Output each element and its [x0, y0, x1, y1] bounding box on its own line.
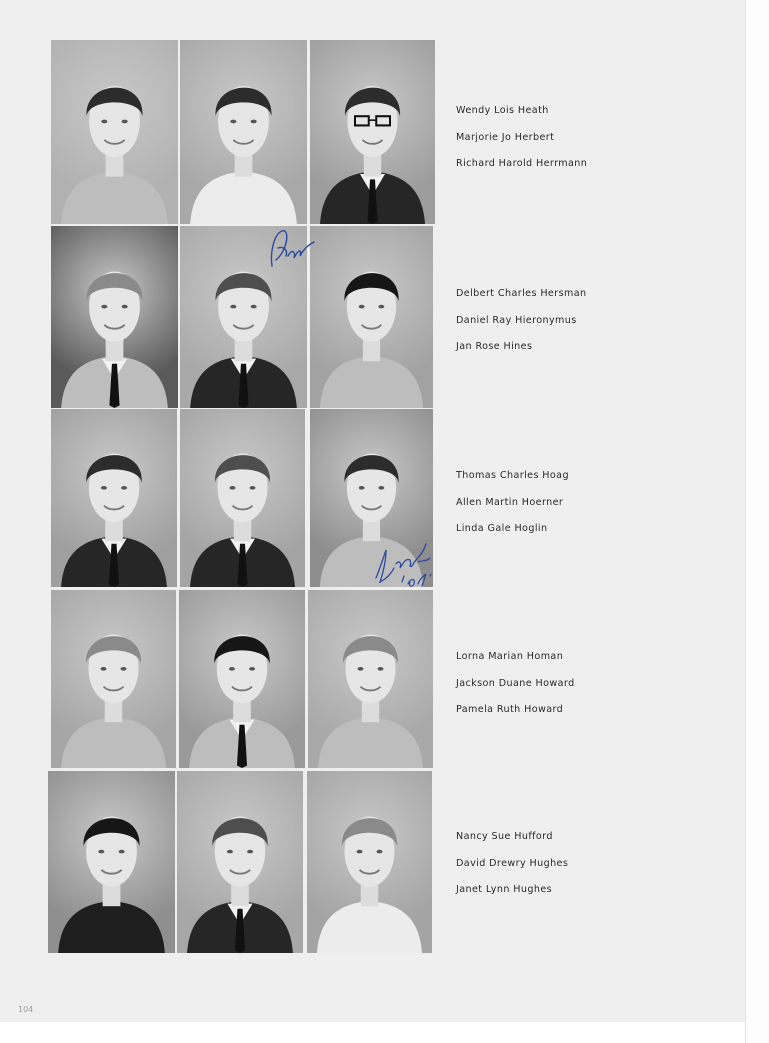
student-name: Richard Harold Herrmann [456, 158, 588, 169]
student-portrait [308, 590, 433, 768]
name-group [456, 105, 656, 185]
student-name: Daniel Ray Hieronymus [456, 314, 577, 326]
student-portrait [51, 409, 177, 587]
student-name: David Drewry Hughes [456, 857, 569, 869]
name-group [456, 470, 656, 550]
student-name: Thomas Charles Hoag [456, 470, 569, 481]
student-portrait [48, 771, 175, 953]
student-name: Jan Rose Hines [456, 341, 533, 352]
page-edge [745, 0, 769, 1043]
student-name: Wendy Lois Heath [456, 105, 549, 116]
student-name: Linda Gale Hoglin [456, 523, 548, 534]
name-group [456, 288, 656, 368]
student-name: Allen Martin Hoerner [456, 496, 564, 508]
name-group [456, 831, 656, 911]
student-name: Nancy Sue Hufford [456, 831, 553, 842]
student-name: Pamela Ruth Howard [456, 704, 564, 715]
student-name: Janet Lynn Hughes [456, 884, 553, 895]
student-portrait [307, 771, 432, 953]
student-portrait [180, 226, 307, 408]
student-portrait [177, 771, 303, 953]
student-portrait [51, 590, 176, 768]
student-portrait [180, 40, 307, 224]
student-portrait [310, 409, 433, 587]
student-portrait [51, 226, 178, 408]
student-portrait [51, 40, 178, 224]
name-group [456, 651, 656, 731]
page-number: 104 [18, 1005, 34, 1014]
student-name: Lorna Marian Homan [456, 651, 564, 662]
student-name: Marjorie Jo Herbert [456, 131, 555, 143]
student-portrait [180, 409, 305, 587]
student-name: Jackson Duane Howard [456, 677, 575, 689]
student-portrait [310, 226, 433, 408]
student-portrait [310, 40, 435, 224]
student-name: Delbert Charles Hersman [456, 288, 587, 299]
student-portrait [179, 590, 305, 768]
